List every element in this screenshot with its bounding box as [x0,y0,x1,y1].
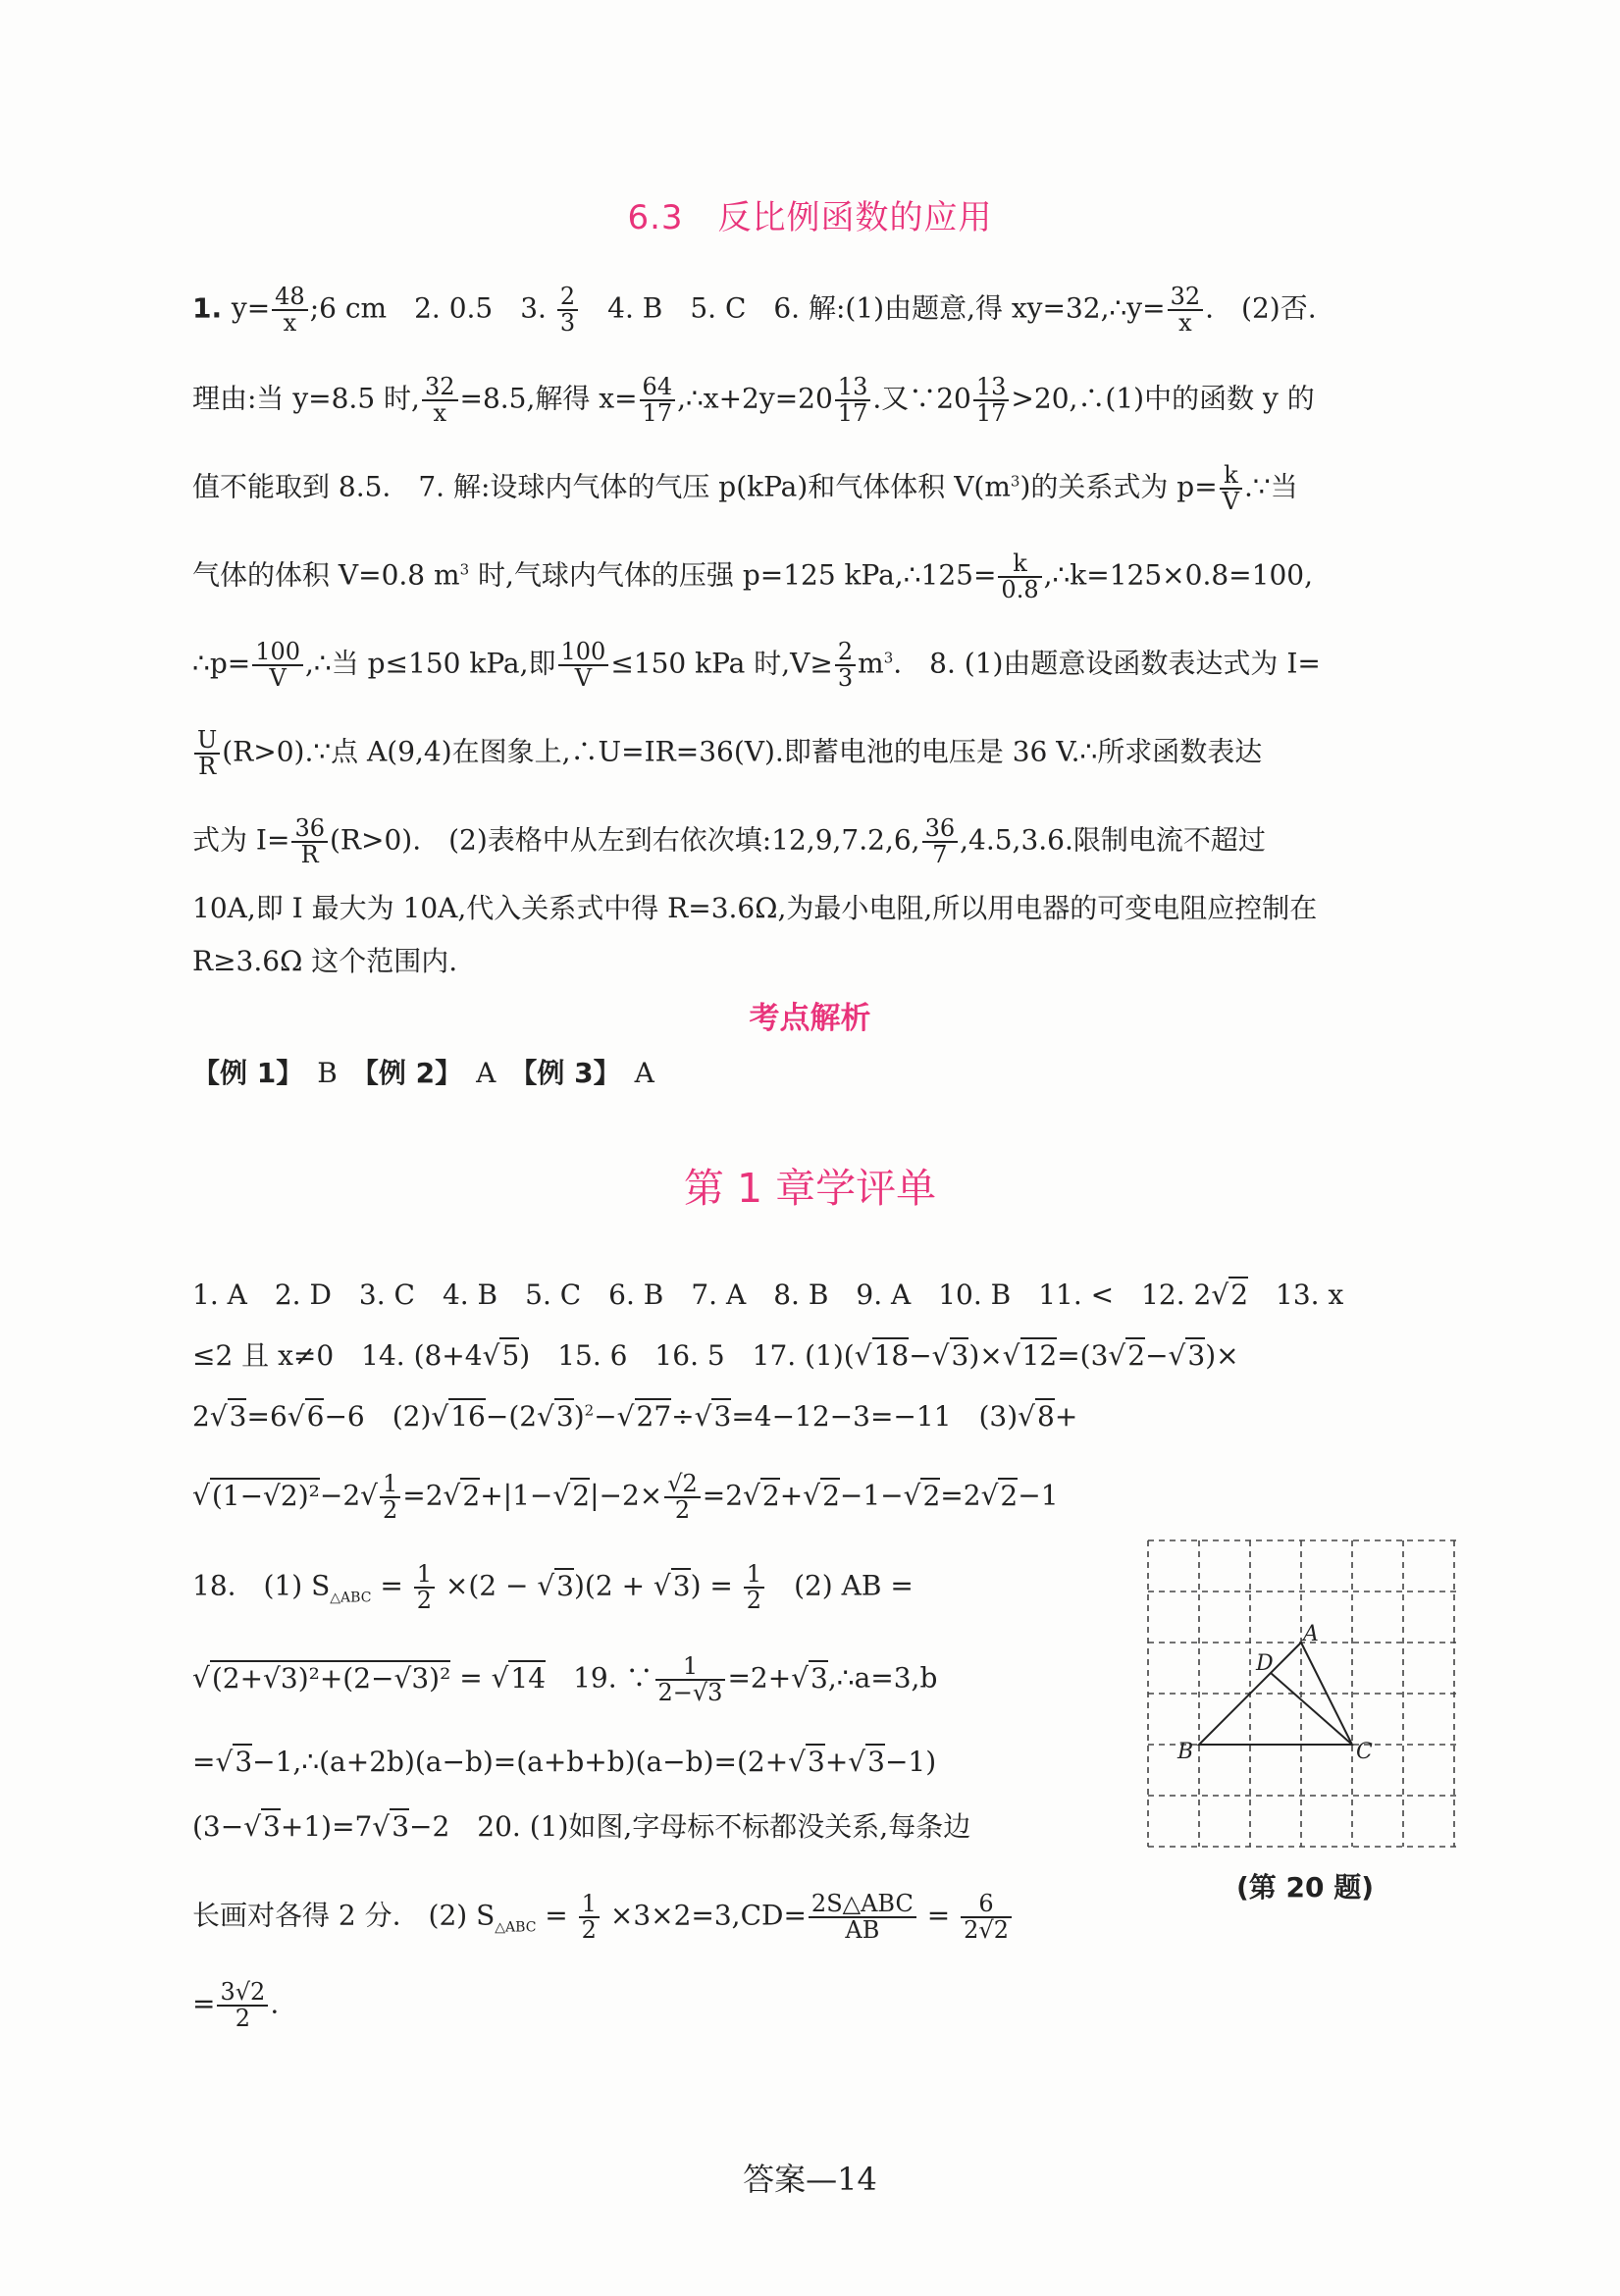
chapter-line-20: 长画对各得 2 分. (2) $S_{\triangle ABC}$ = $\frac{1}{2}$ ×3×2=3,CD= $\frac{\text{2S△ABC}}{AB}$ = $\frac{6}{2√2}$ [192,1892,1134,1943]
answer-line-5: ∴p= $\frac{100}{V}$ ,∴当 p≤150 kPa,即 $\frac{100}{V}$ ≤150 kPa 时,V≥ $\frac{2}{3}$ $m^3$. 8. (1)由题意设函数表达式为 I= [192,638,1321,693]
example-answers: 【例 1】 B 【例 2】 A 【例 3】 A [192,1057,654,1089]
chapter-line-1: 1. A 2. D 3. C 4. B 5. C 6. B 7. A 8. B 9. A 10. B 11. < 12. 2√2 13. x [192,1278,1344,1311]
label-d: D [1256,1651,1274,1676]
answer-line-1: 1. y= $\frac{48}{x}$ ;6 cm 2. 0.5 3. $\frac{2}{3}$ 4. B 5. C 6. 解:(1)由题意,得 xy=32,∴y= $\frac{32}{x}$ . (2)否. [192,283,1317,338]
answer-line-6: $\frac{U}{R}$ (R>0).∵点 A(9,4)在图象上,∴U=IR=36(V).即蓄电池的电压是 36 V.∴所求函数表达 [192,728,1488,779]
answer-line-7: 式为 I= $\frac{36}{R}$ (R>0). (2)表格中从左到右依次填:12,9,7.2,6, $\frac{36}{7}$ ,4.5,3.6.限制电流不超过 [192,814,1266,869]
answer-line-9: R≥3.6Ω 这个范围内. [192,945,458,977]
chapter-line-2: ≤2 且 x≠0 14. (8+4√5) 15. 6 16. 5 17. (1)(√18−√3)×√12=(3√2−√3)× [192,1339,1239,1372]
answer-line-3: 值不能取到 8.5. 7. 解:设球内气体的气压 p(kPa)和气体体积 $V(m^3)$的关系式为 p= $\frac{k}{V}$ .∵当 [192,461,1298,516]
label-c: C [1356,1740,1373,1764]
section-title-chapter-1: 第 1 章学评单 [683,1165,937,1212]
chapter-line-19: =√3−1,∴(a+2b)(a−b)=(a+b+b)(a−b)=(2+√3+√3−1) [192,1746,937,1778]
answer-line-4: 气体的体积 V=0.8 $m^3$ 时,气球内气体的压强 p=125 kPa,∴125= $\frac{k}{0.8}$ ,∴k=125×0.8=100, [192,549,1313,604]
chapter-line-20b: = $\frac{3√2}{2}$ . [192,1978,280,2033]
label-b: B [1177,1740,1194,1764]
chapter-line-3: 2√3=6√6−6 $(2)√16-(2√3)^2-√27\div√3=4-12-3=-11$ (3)√8+ [192,1400,1078,1433]
chapter-line-18b: √(2+√3)²+(2−√3)² = √14 19. ∵ $\frac{1}{2-√3}$ =2+√3,∴a=3,b [192,1652,938,1707]
page-number: 答案—14 [743,2161,877,2198]
figure-caption: (第 20 题) [1235,1871,1375,1904]
answer-line-2: 理由:当 y=8.5 时, $\frac{32}{x}$ =8.5,解得 x= $\frac{64}{17}$ ,∴x+2y=20 $\frac{13}{17}$ .又∵20 $\frac{13}{17}$ >20,∴(1)中的函数 y 的 [192,373,1315,428]
chapter-line-4: √(1−√2)²−2√ $\frac{1}{2}$ =2√2+|1−√2|−2× $\frac{√2}{2}$ =2√2+√2−1−√2=2√2−1 [192,1470,1059,1525]
chapter-line-18: 18. (1) $S_{\triangle ABC}$ = $\frac{1}{2}$ ×(2 − √3)(2 + √3) = $\frac{1}{2}$ (2) AB = [192,1560,914,1615]
grid-triangle-figure [1146,1539,1458,1849]
section-title-key-points: 考点解析 [749,1001,871,1036]
answer-line-8: 10A,即 I 最大为 10A,代入关系式中得 R=3.6Ω,为最小电阻,所以用电器的可变电阻应控制在 [192,892,1318,924]
label-a: A [1303,1622,1319,1646]
chapter-line-19b: (3−√3+1)=7√3−2 20. (1)如图,字母标不标都没关系,每条边 [192,1810,971,1843]
section-title-6-3: 6.3 反比例函数的应用 [627,198,993,237]
